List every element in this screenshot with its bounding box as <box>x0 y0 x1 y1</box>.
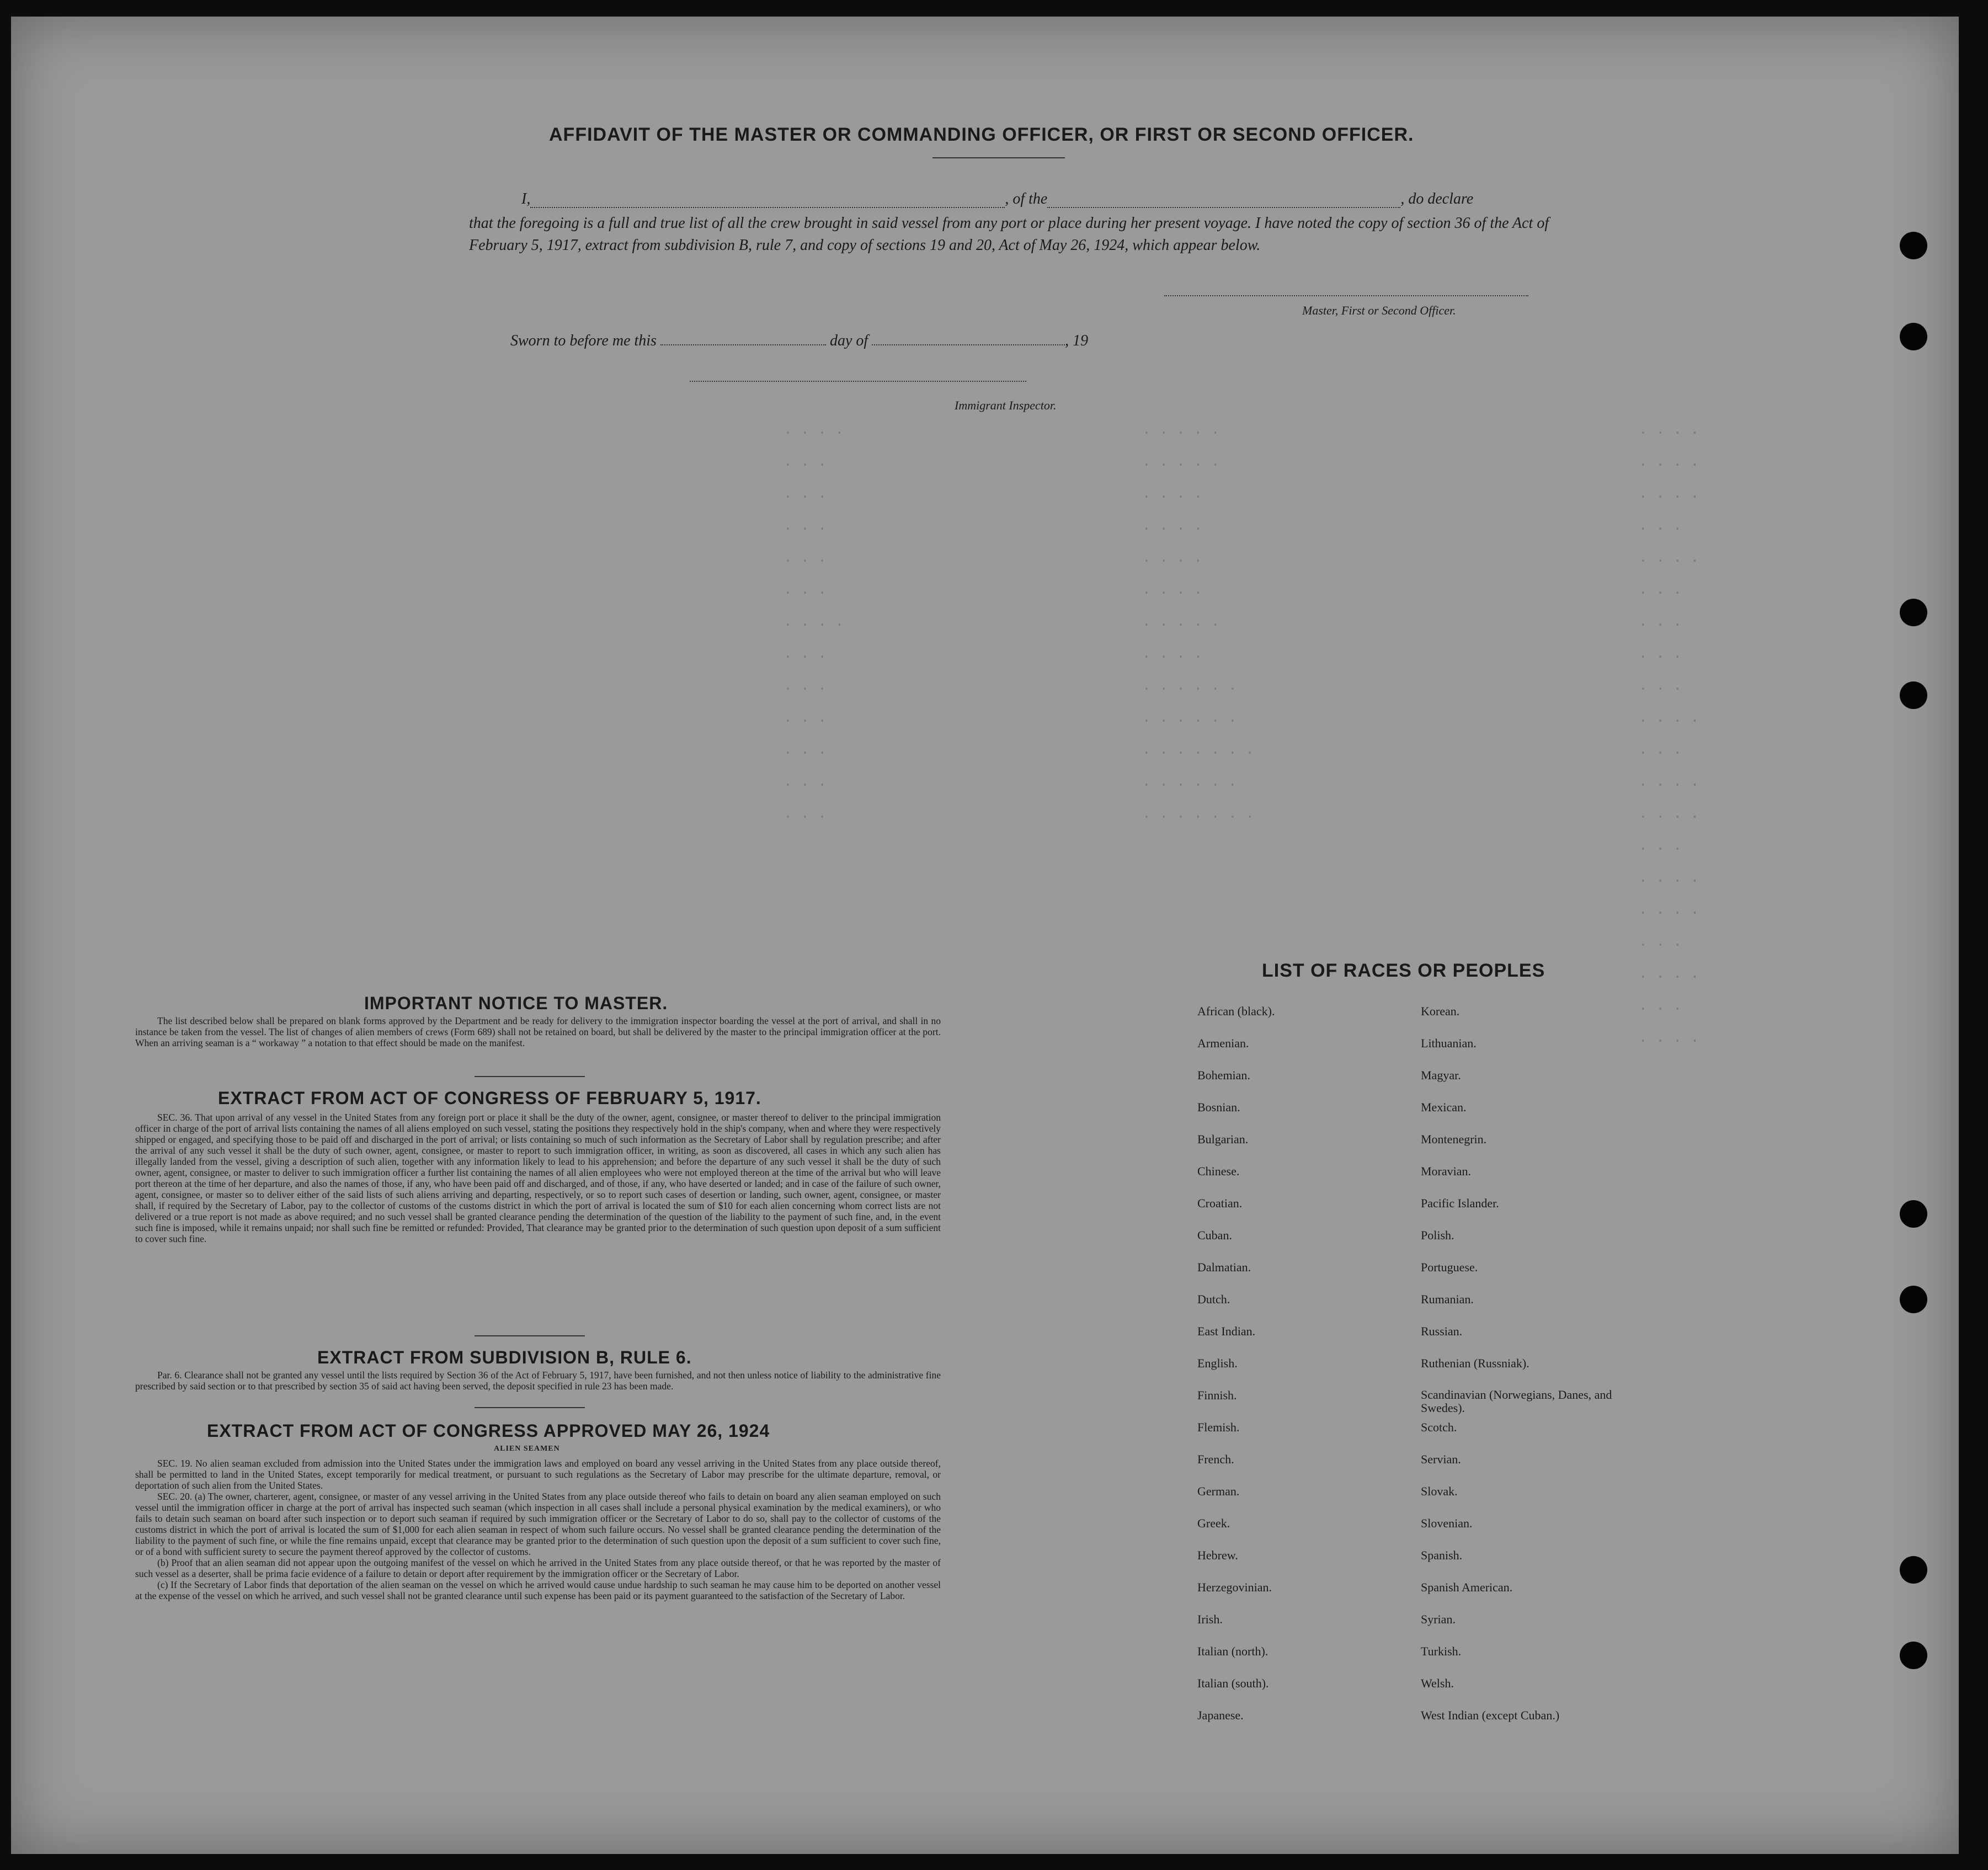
notice-title: IMPORTANT NOTICE TO MASTER. <box>364 993 668 1013</box>
race-item: Korean. <box>1421 1004 1460 1018</box>
race-item: Armenian. <box>1197 1036 1249 1050</box>
act-1924-title: EXTRACT FROM ACT OF CONGRESS APPROVED MAY 26, 1924 <box>207 1421 770 1441</box>
race-item: African (black). <box>1197 1004 1275 1018</box>
race-item: Spanish American. <box>1421 1580 1513 1594</box>
sworn-label: Sworn to before me this <box>510 332 657 349</box>
punch-hole <box>1900 232 1927 259</box>
punch-hole <box>1900 681 1927 709</box>
race-item: Dalmatian. <box>1197 1260 1251 1274</box>
race-item: Montenegrin. <box>1421 1132 1487 1146</box>
race-item: Mexican. <box>1421 1100 1467 1114</box>
race-item: Portuguese. <box>1421 1260 1478 1274</box>
punch-hole <box>1900 1286 1927 1313</box>
bleed-through-texture: . . . . . . . . . . . . . . . . . . . . . . . . . . . . . . . . . . . . . . . . . <box>784 422 844 822</box>
races-title: LIST OF RACES OR PEOPLES <box>1262 960 1545 981</box>
race-item: Italian (south). <box>1197 1676 1269 1690</box>
act-1917-body: SEC. 36. That upon arrival of any vessel in the United States from any foreign port or place it shall be the duty of the owner, agent, consignee, or master thereof to deliver to the principal immigration officer in charge of the port of arrival lists containing the names of all aliens employed on such vessel, stating the positions they respectively hold in the ship's company, when and where they were respectively shipped or engaged, and specifying those to be paid off and discharged in the port of arrival; or lists containing so much of such information as the Secretary of Labor shall by regulation prescribe; and after the arrival of any such vessel it shall be the duty of such owner, agent, consignee, or master to report to such immigration officer, in writing, as soon as discovered, all cases in which any such alien has illegally landed from the vessel, giving a description of such alien, together with any information likely to lead to his apprehension; and before the departure of any such vessel it shall be the duty of such owner, agent, consignee, or master to deliver to such immigration officer a further list containing the names of all alien employees who were not employed thereon at the time of the arrival but who will leave port thereon at the time of her departure, and also the names of those, if any, who have been paid off and discharged, and of those, if any, who have deserted or landed; and in case of the failure of such owner, agent, consignee, or master so to deliver either of the said lists of such aliens arriving and departing, respectively, or so to report such cases of desertion or landing, such owner, agent, consignee, or master shall, if required by the Secretary of Labor, pay to the collector of customs of the customs district in which the port of arrival is located the sum of $10 for each alien concerning whom correct lists are not delivered or a true report is not made as above required; and no such vessel shall be granted clearance pending the determination of the question of the liability to the payment of such fine, and, in the event such fine is imposed, while it remains unpaid; nor shall such fine be remitted or refunded: Provided, That clearance may be granted prior to the determination of such question upon deposit of a sum sufficient to cover such fine. <box>135 1112 941 1244</box>
divider <box>475 1076 585 1077</box>
act-1924-body <box>135 1458 941 1601</box>
race-item: Welsh. <box>1421 1676 1454 1690</box>
master-label: Master, First or Second Officer. <box>1302 303 1456 317</box>
affidavit-paragraph: that the foregoing is a full and true list of all the crew brought in said vessel from any port or place during her present voyage. I have noted the copy of section 36 of the Act of February 5, 1917, extract from subdivision B, rule 7, and copy of sections 19 and 20, Act of May 26, 1924, which appear below. <box>469 215 1549 254</box>
sworn-day-blank[interactable] <box>660 344 826 345</box>
do-declare-label: , do declare <box>1400 190 1474 207</box>
race-item: Slovak. <box>1421 1484 1458 1498</box>
race-item: Italian (north). <box>1197 1644 1269 1658</box>
sworn-line <box>510 332 1088 350</box>
divider <box>932 157 1065 158</box>
subdivision-b-title: EXTRACT FROM SUBDIVISION B, RULE 6. <box>317 1347 692 1367</box>
race-item: Irish. <box>1197 1612 1223 1626</box>
race-item: Ruthenian (Russniak). <box>1421 1356 1529 1370</box>
race-item: Bulgarian. <box>1197 1132 1249 1146</box>
divider <box>475 1335 585 1336</box>
subdivision-b-body: Par. 6. Clearance shall not be granted any vessel until the lists required by Section 36 of the Act of February 5, 1917, have been furnished, and not then unless notice of liability to the administrative fine prescribed by said section or to that prescribed by section 35 of said act having been served, the deposit specified in rule 23 has been made. <box>135 1370 941 1392</box>
race-item: Turkish. <box>1421 1644 1462 1658</box>
sec-20c: (c) If the Secretary of Labor finds that deportation of the alien seaman on the vessel on which he arrived would cause undue hardship to such seaman he may cause him to be deported on another vessel at the expense of the vessel on which he arrived, and such vessel shall not be granted clearance until such expense has been paid or its payment guaranteed to the satisfaction of the Secretary of Labor. <box>135 1579 941 1601</box>
declaration-line <box>521 190 1548 208</box>
race-item: Pacific Islander. <box>1421 1196 1499 1210</box>
race-item: Spanish. <box>1421 1548 1463 1562</box>
punch-hole <box>1900 323 1927 350</box>
race-item: Chinese. <box>1197 1164 1240 1178</box>
race-item: Lithuanian. <box>1421 1036 1477 1050</box>
race-item: Cuban. <box>1197 1228 1232 1242</box>
bleed-through-texture: . . . . . . . . . . . . . . . . . . . . . . . . . . . . . . . . . . . . . . . . . . . . . . . . . . . . . . . . . . . . . . . . . . . <box>1142 422 1254 822</box>
race-item: Slovenian. <box>1421 1516 1473 1530</box>
race-item: German. <box>1197 1484 1240 1498</box>
race-item: Bosnian. <box>1197 1100 1240 1114</box>
i-label: I, <box>521 190 531 207</box>
race-item: East Indian. <box>1197 1324 1256 1338</box>
divider <box>475 1407 585 1408</box>
race-item: Herzegovinian. <box>1197 1580 1272 1594</box>
vessel-blank[interactable] <box>1047 207 1400 208</box>
race-item: Magyar. <box>1421 1068 1461 1082</box>
sec-20b: (b) Proof that an alien seaman did not appear upon the outgoing manifest of the vessel on which he arrived in the United States from any place outside thereof, or that he was reported by the master of such vessel as a deserter, shall be prima facie evidence of a failure to detain or deport after requirement by the immigration officer or the Secretary of Labor. <box>135 1557 941 1579</box>
race-item: Flemish. <box>1197 1420 1240 1434</box>
name-blank[interactable] <box>530 207 1005 208</box>
document-page <box>11 17 1959 1854</box>
affidavit-title: AFFIDAVIT OF THE MASTER OR COMMANDING OFFICER, OR FIRST OR SECOND OFFICER. <box>549 124 1414 145</box>
race-item: Bohemian. <box>1197 1068 1250 1082</box>
race-item: Rumanian. <box>1421 1292 1474 1306</box>
race-item: Moravian. <box>1421 1164 1472 1178</box>
race-item: Russian. <box>1421 1324 1463 1338</box>
sworn-month-blank[interactable] <box>872 344 1065 345</box>
punch-hole <box>1900 1556 1927 1584</box>
race-item: West Indian (except Cuban.) <box>1421 1708 1560 1722</box>
inspector-signature-line[interactable] <box>690 381 1026 382</box>
race-item: English. <box>1197 1356 1238 1370</box>
sec-19: SEC. 19. No alien seaman excluded from admission into the United States under the immigration laws and employed on board any vessel arriving in the United States from any place outside thereof, shall be permitted to land in the United States, except temporarily for medical treatment, or pursuant to such regulations as the Secretary of Labor may prescribe for the ultimate departure, removal, or deportation of such alien from the United States. <box>135 1458 941 1491</box>
race-item: Polish. <box>1421 1228 1454 1242</box>
punch-hole <box>1900 1642 1927 1669</box>
race-item: Japanese. <box>1197 1708 1244 1722</box>
notice-body: The list described below shall be prepared on blank forms approved by the Department and be ready for delivery to the immigration inspector boarding the vessel at the port of arrival, and shall in no instance be taken from the vessel. The list of changes of alien members of crews (Form 689) shall not be retained on board, but shall be delivered by the master to the principal immigration officer at the port. When an arriving seaman is a “ workaway ” a notation to that effect should be made on the manifest. <box>135 1015 941 1048</box>
race-item: Greek. <box>1197 1516 1230 1530</box>
race-item: Hebrew. <box>1197 1548 1238 1562</box>
race-item: Servian. <box>1421 1452 1461 1466</box>
race-item: Finnish. <box>1197 1388 1237 1402</box>
act-1924-subtitle: ALIEN SEAMEN <box>494 1445 560 1453</box>
inspector-label: Immigrant Inspector. <box>955 398 1057 412</box>
bleed-through-texture: . . . . . . . . . . . . . . . . . . . . . . . . . . . . . . . . . . . . . . . . . . . . . . . . . . . . . . . . . . . . . . . . . . . . . . . <box>1639 422 1699 1046</box>
race-item: French. <box>1197 1452 1234 1466</box>
punch-hole <box>1900 1200 1927 1228</box>
day-of-label: day of <box>829 332 868 349</box>
punch-hole <box>1900 599 1927 626</box>
act-1917-title: EXTRACT FROM ACT OF CONGRESS OF FEBRUARY 5, 1917. <box>218 1088 761 1108</box>
race-item: Dutch. <box>1197 1292 1230 1306</box>
year-label: , 19 <box>1065 332 1089 349</box>
sec-20a: SEC. 20. (a) The owner, charterer, agent, consignee, or master of any vessel arriving in the United States from any place outside thereof who fails to detain on board any alien seaman employed on such vessel until the immigration officer in charge at the port of arrival has inspected such seaman (which inspection in all cases shall include a personal physical examination by the medical examiners), or who fails to detain such seaman on board after such inspection or to deport such seaman if required by such immigration officer or the Secretary of Labor to do so, shall pay to the collector of customs of the customs district in which the port of arrival is located the sum of $1,000 for each alien seaman in respect of whom such failure occurs. No vessel shall be granted clearance pending the determination of the liability to the payment of such fine, or while the fine remains unpaid, except that clearance may be granted prior to the determination of such question upon the deposit of a sum sufficient to cover such fine, or of a bond with sufficient surety to secure the payment thereof approved by the collector of customs. <box>135 1491 941 1557</box>
master-signature-line[interactable] <box>1164 295 1528 296</box>
race-item: Syrian. <box>1421 1612 1456 1626</box>
race-item: Croatian. <box>1197 1196 1243 1210</box>
race-item: Scandinavian (Norwegians, Danes, and Swedes). <box>1421 1388 1612 1415</box>
race-item: Scotch. <box>1421 1420 1457 1434</box>
of-the-label: , of the <box>1005 190 1048 207</box>
